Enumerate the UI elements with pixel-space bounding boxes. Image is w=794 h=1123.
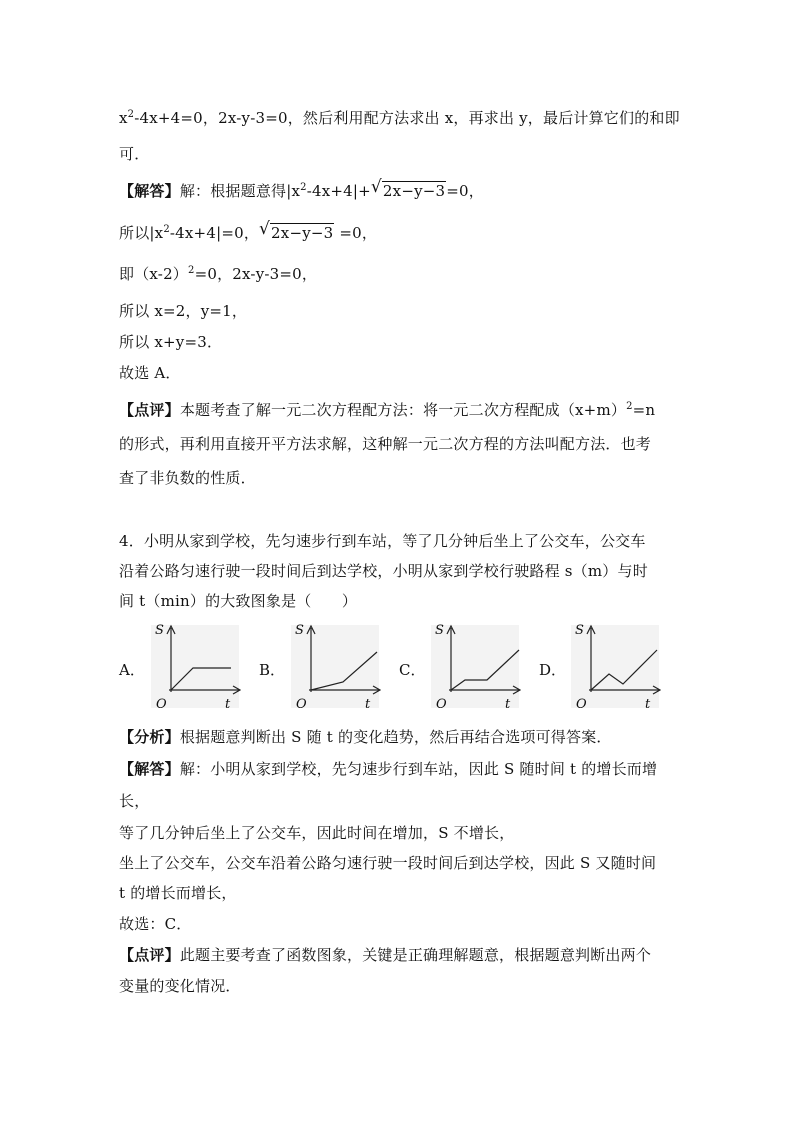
option-a <box>119 620 229 715</box>
comment-line: 变量的变化情况． <box>119 977 241 995</box>
option-label: C． <box>399 661 426 679</box>
y-axis-label: S <box>155 623 164 638</box>
graph-background <box>291 625 379 708</box>
answer-text: 解：小明从家到学校，先匀速步行到车站，因此 S 随时间 t 的增长而增 <box>179 760 658 778</box>
solution-text-line: $x^2-4x+4=0$，2x-y-3=0，然后利用配方法求出 x，再求出 y，最后计算它们的和即 <box>119 109 680 127</box>
answer-line: 【解答】解：根据题意得$|x^2-4x+4|+$ √ 2x−y−3=0， <box>119 177 484 200</box>
answer-line: 长， <box>119 792 150 810</box>
comment-tag: 【点评】 <box>119 401 180 419</box>
option-graph-svg <box>421 620 521 715</box>
step-line: 所以$|x^2-4x+4|=0$， √ 2x−y−3 =0， <box>119 219 378 242</box>
analysis-text: 根据题意判断出 S 随 t 的变化趋势，然后再结合选项可得答案． <box>179 728 612 746</box>
analysis-tag: 【分析】 <box>119 728 180 746</box>
comment-line: 【点评】本题考查了解一元二次方程配方法：将一元二次方程配成$(x+m)^2=n$ <box>119 401 656 419</box>
x-axis-label: t <box>225 697 231 712</box>
option-graph-svg <box>141 620 241 715</box>
question-line: 沿着公路匀速行驶一段时间后到达学校，小明从家到学校行驶路程 s（m）与时 <box>119 562 648 580</box>
x-axis-label: t <box>645 697 651 712</box>
answer-line: t 的增长而增长， <box>119 884 237 902</box>
choice-line: 故选：C． <box>119 915 192 933</box>
option-c <box>399 620 509 715</box>
graph-background <box>571 625 659 708</box>
step-line: 所以 x+y=3． <box>119 333 223 351</box>
origin-label: O <box>436 697 447 712</box>
graph-background <box>151 625 239 708</box>
y-axis-label: S <box>575 623 584 638</box>
option-graph-svg <box>281 620 381 715</box>
comment-tag: 【点评】 <box>119 946 180 964</box>
answer-tag: 【解答】 <box>119 182 180 200</box>
choice-line: 故选 A． <box>119 364 181 382</box>
answer-line <box>119 759 657 779</box>
origin-label: O <box>576 697 587 712</box>
option-d <box>539 620 649 715</box>
answer-line: 坐上了公交车，公交车沿着公路匀速行驶一段时间后到达学校，因此 S 又随时间 <box>119 854 657 872</box>
option-graph-svg <box>561 620 661 715</box>
question-line: 4．小明从家到学校，先匀速步行到车站，等了几分钟后坐上了公交车，公交车 <box>119 532 646 550</box>
comment-text: 此题主要考查了函数图象，关键是正确理解题意，根据题意判断出两个 <box>179 946 652 964</box>
option-label: B． <box>259 661 286 679</box>
analysis-line <box>119 727 612 747</box>
solution-text-line: 可． <box>119 145 150 163</box>
origin-label: O <box>296 697 307 712</box>
graph-background <box>431 625 519 708</box>
y-axis-label: S <box>435 623 444 638</box>
question-line: 间 t（min）的大致图象是（ ） <box>119 592 358 610</box>
x-axis-label: t <box>365 697 371 712</box>
comment-line <box>119 945 651 965</box>
option-label: D． <box>539 661 567 679</box>
origin-label: O <box>156 697 167 712</box>
step-line: 所以 x=2，y=1， <box>119 302 248 320</box>
option-label: A． <box>119 661 145 679</box>
option-b <box>259 620 369 715</box>
step-line: 即$(x-2)^2=0$，2x-y-3=0， <box>119 265 318 283</box>
answer-tag: 【解答】 <box>119 760 180 778</box>
comment-line: 查了非负数的性质． <box>119 469 256 487</box>
x-axis-label: t <box>505 697 511 712</box>
comment-line: 的形式，再利用直接开平方法求解，这种解一元二次方程的方法叫配方法．也考 <box>119 435 652 453</box>
y-axis-label: S <box>295 623 304 638</box>
answer-line: 等了几分钟后坐上了公交车，因此时间在增加，S 不增长， <box>119 824 515 842</box>
